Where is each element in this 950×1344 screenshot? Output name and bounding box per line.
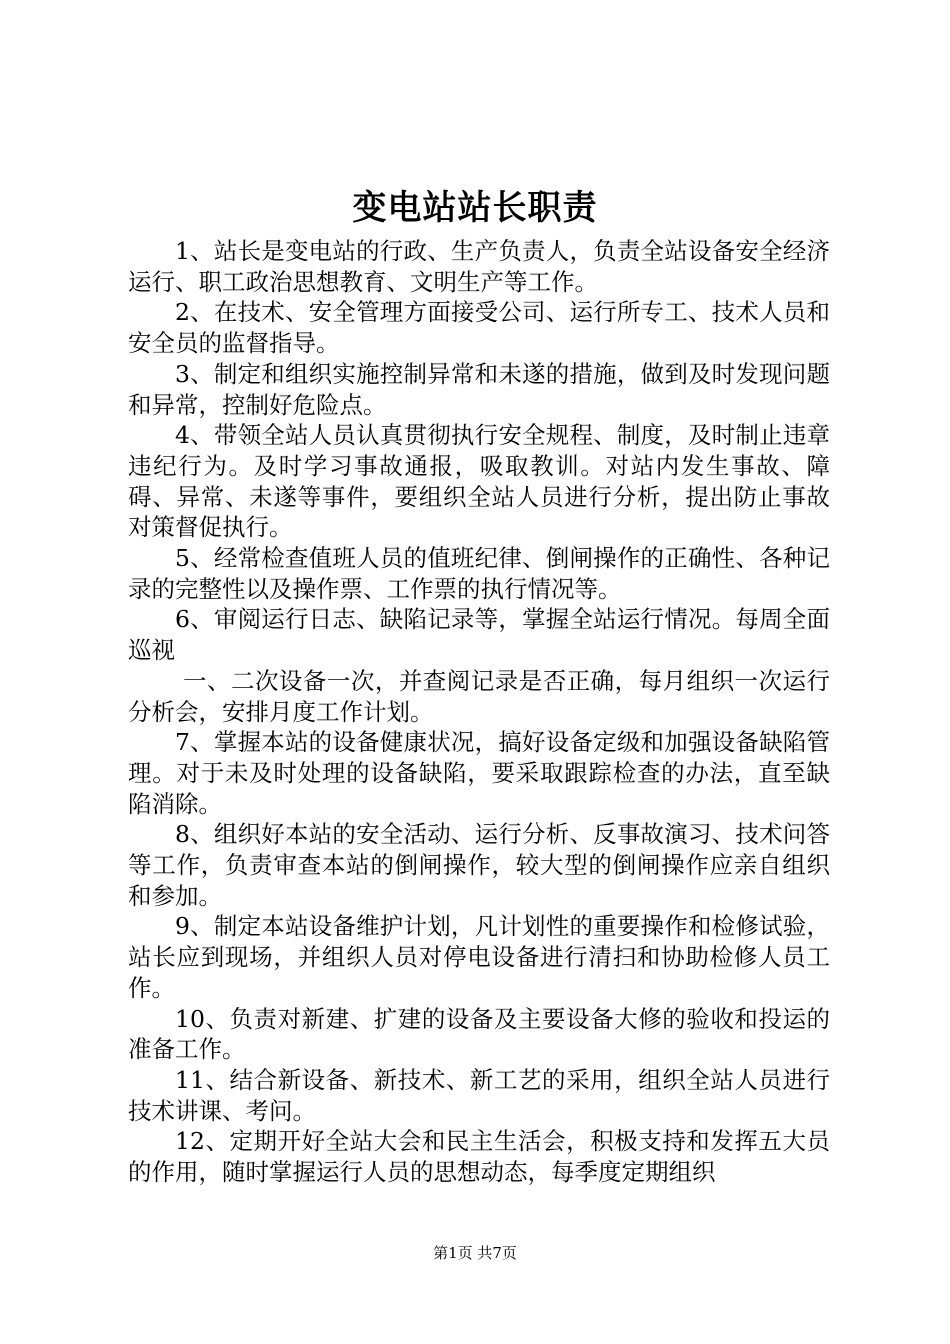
paragraph-1: 1、站长是变电站的行政、生产负责人，负责全站设备安全经济运行、职工政治思想教育、文明生产等工作。: [128, 237, 830, 296]
paragraph-10: 10、负责对新建、扩建的设备及主要设备大修的验收和投运的准备工作。: [128, 1004, 830, 1064]
paragraph-6-continued: 一、二次设备一次，并查阅记录是否正确，每月组织一次运行分析会，安排月度工作计划。: [128, 666, 830, 726]
paragraph-11: 11、结合新设备、新技术、新工艺的采用，组织全站人员进行技术讲课、考问。: [128, 1065, 830, 1125]
paragraph-9: 9、制定本站设备维护计划，凡计划性的重要操作和检修试验，站长应到现场，并组织人员对停电设备进行清扫和协助检修人员工作。: [128, 912, 830, 1002]
document-title: 变电站站长职责: [352, 188, 598, 228]
paragraph-2: 2、在技术、安全管理方面接受公司、运行所专工、技术人员和安全员的监督指导。: [128, 298, 830, 358]
paragraph-5: 5、经常检查值班人员的值班纪律、倒闸操作的正确性、各种记录的完整性以及操作票、工作票的执行情况等。: [128, 544, 830, 603]
document-body: [128, 236, 830, 1188]
page-number-footer: 第1页 共7页: [433, 1244, 517, 1262]
paragraph-3: 3、制定和组织实施控制异常和未遂的措施，做到及时发现问题和异常，控制好危险点。: [128, 359, 830, 419]
paragraph-6: 6、审阅运行日志、缺陷记录等，掌握全站运行情况。每周全面巡视: [128, 605, 830, 665]
paragraph-8: 8、组织好本站的安全活动、运行分析、反事故演习、技术问答等工作，负责审查本站的倒闸操作，较大型的倒闸操作应亲自组织和参加。: [128, 820, 830, 910]
paragraph-7: 7、掌握本站的设备健康状况，搞好设备定级和加强设备缺陷管理。对于未及时处理的设备缺陷，要采取跟踪检查的办法，直至缺陷消除。: [128, 728, 830, 818]
paragraph-12: 12、定期开好全站大会和民主生活会，积极支持和发挥五大员的作用，随时掌握运行人员的思想动态，每季度定期组织: [128, 1127, 830, 1187]
paragraph-4: 4、带领全站人员认真贯彻执行安全规程、制度，及时制止违章违纪行为。及时学习事故通报，吸取教训。对站内发生事故、障碍、异常、未遂等事件，要组织全站人员进行分析，提出防止事故对策督促执行。: [128, 421, 830, 542]
